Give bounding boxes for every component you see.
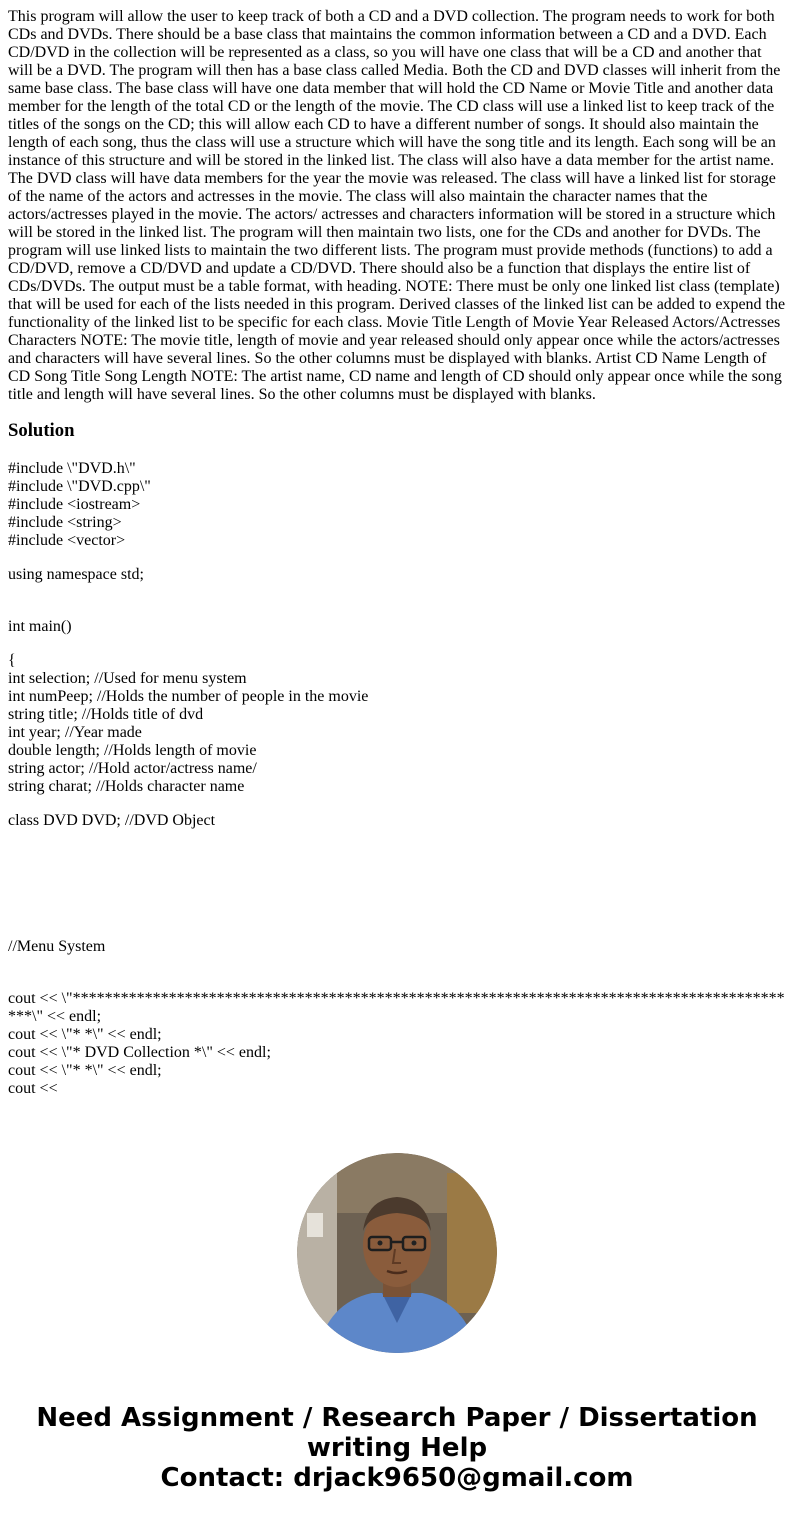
declaration-line: double length; //Holds length of movie [8, 742, 257, 759]
code-block [8, 460, 786, 1098]
include-line: #include <string> [8, 514, 122, 531]
document-content [8, 8, 786, 1098]
author-avatar [297, 1153, 497, 1353]
cout-line: cout << \"* *\" << endl; [8, 1026, 162, 1043]
open-brace: { [8, 652, 16, 669]
declaration-line: string charat; //Holds character name [8, 778, 245, 795]
promo-footer [0, 1403, 794, 1493]
declaration-line: string actor; //Hold actor/actress name/ [8, 760, 257, 777]
menu-comment: //Menu System [8, 938, 106, 955]
solution-heading: Solution [8, 420, 75, 441]
include-line: #include <vector> [8, 532, 126, 549]
include-line: #include \"DVD.cpp\" [8, 478, 151, 495]
person-portrait-icon [297, 1153, 497, 1353]
cout-line: cout << \"********************************************************************************************\" << endl; [8, 990, 785, 1025]
object-line: class DVD DVD; //DVD Object [8, 812, 216, 829]
include-line: #include <iostream> [8, 496, 141, 513]
declaration-line: int numPeep; //Holds the number of people in the movie [8, 688, 369, 705]
main-signature: int main() [8, 618, 72, 635]
declaration-line: string title; //Holds title of dvd [8, 706, 204, 723]
include-line: #include \"DVD.h\" [8, 460, 136, 477]
using-line: using namespace std; [8, 566, 144, 583]
footer-contact: Contact: drjack9650@gmail.com [160, 1463, 634, 1493]
question-text: This program will allow the user to keep track of both a CD and a DVD collection. The program needs to work for both CDs and DVDs. There should be a base class that maintains the common information between a CD and a DVD. Each CD/DVD in the collection will be represented as a class, so you will have one class that will be a CD and another that will be a DVD. The program will then has a base class called Media. Both the CD and DVD classes will inherit from the same base class. The base class will have one data member that will hold the CD Name or Movie Title and another data member for the length of the total CD or the length of the movie. The CD class will use a linked list to keep track of the titles of the songs on the CD; this will allow each CD to have a different number of songs. It should also maintain the length of each song, thus the class will use a structure which will have the song title and its length. Each song will be an instance of this structure and will be stored in the linked list. The class will also have a data member for the artist name. The DVD class will have data members for the year the movie was released. The class will have a linked list for storage of the name of the actors and actresses in the movie. The class will also maintain the character names that the actors/actresses played in the movie. The actors/ actresses and characters information will be stored in a structure which will be stored in the linked list. The program will then maintain two lists, one for the CDs and another for DVDs. The program will use linked lists to maintain the two different lists. The program must provide methods (functions) to add a CD/DVD, remove a CD/DVD and update a CD/DVD. There should also be a function that displays the entire list of CDs/DVDs. The output must be a table format, with heading. NOTE: There must be only one linked list class (template) that will be used for each of the lists needed in this program. Derived classes of the linked list can be added to expend the functionality of the linked list to be specific for each class. Movie Title Length of Movie Year Released Actors/Actresses Characters NOTE: The movie title, length of movie and year released should only appear once while the actors/actresses and characters will have several lines. So the other columns must be displayed with blanks. Artist CD Name Length of CD Song Title Song Length NOTE: The artist name, CD name and length of CD should only appear once while the song title and length will have several lines. So the other columns must be displayed with blanks. [8, 8, 786, 403]
declaration-line: int year; //Year made [8, 724, 142, 741]
footer-line-1: Need Assignment / Research Paper / Dissertation [36, 1403, 758, 1433]
footer-line-2: writing Help [306, 1433, 488, 1463]
cout-line: cout << [8, 1080, 58, 1097]
declaration-line: int selection; //Used for menu system [8, 670, 247, 687]
cout-line: cout << \"* *\" << endl; [8, 1062, 162, 1079]
cout-line: cout << \"* DVD Collection *\" << endl; [8, 1044, 271, 1061]
